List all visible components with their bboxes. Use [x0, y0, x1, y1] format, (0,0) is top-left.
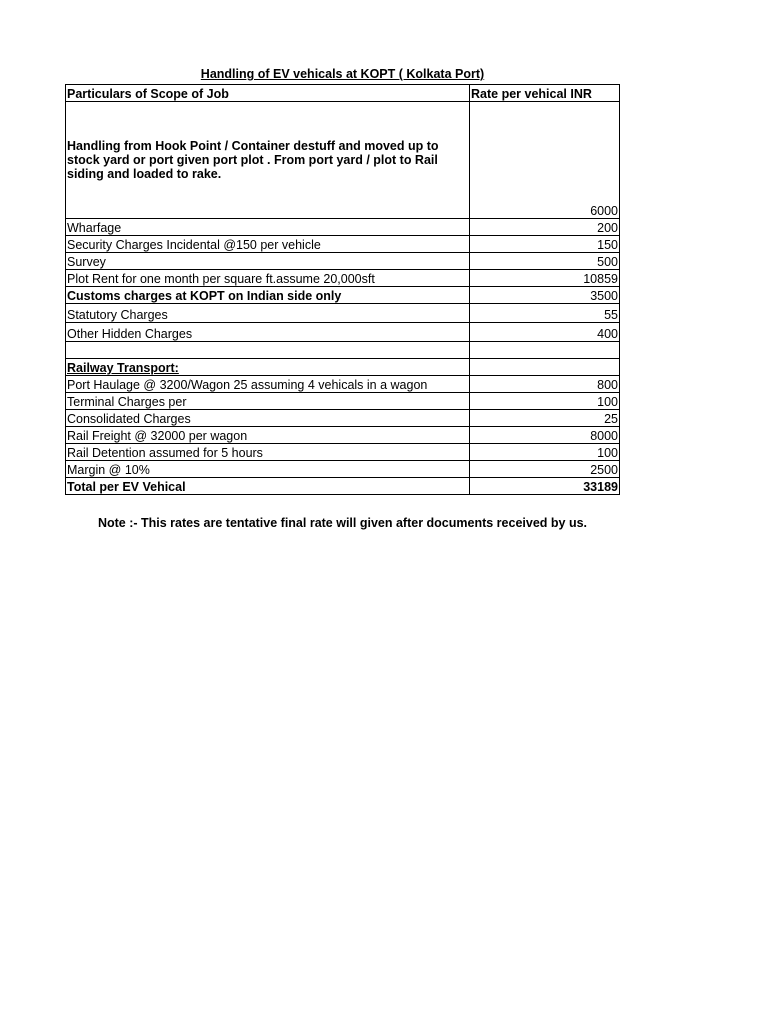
row-label[interactable]: Terminal Charges per [66, 393, 470, 410]
row-value[interactable] [470, 342, 620, 359]
table-row [66, 376, 620, 393]
row-label[interactable]: Consolidated Charges [66, 410, 470, 427]
row-label[interactable]: Handling from Hook Point / Container destuff and moved up to stock yard or port given port plot . From port yard / plot to Rail siding and loaded to rake. [66, 102, 470, 219]
sheet-title: Handling of EV vehicals at KOPT ( Kolkata Port) [200, 67, 485, 81]
table-row [66, 304, 620, 323]
row-value[interactable]: 400 [470, 323, 620, 342]
total-label[interactable]: Total per EV Vehical [66, 478, 470, 495]
row-label[interactable]: Security Charges Incidental @150 per vehicle [66, 236, 470, 253]
header-rate[interactable]: Rate per vehical INR [470, 85, 620, 102]
row-value[interactable]: 100 [470, 393, 620, 410]
row-label[interactable]: Statutory Charges [66, 304, 470, 323]
row-value[interactable]: 10859 [470, 270, 620, 287]
row-value[interactable]: 55 [470, 304, 620, 323]
row-label[interactable]: Other Hidden Charges [66, 323, 470, 342]
table-row [66, 219, 620, 236]
row-label[interactable]: Margin @ 10% [66, 461, 470, 478]
table-row [66, 444, 620, 461]
row-label[interactable]: Port Haulage @ 3200/Wagon 25 assuming 4 vehicals in a wagon [66, 376, 470, 393]
header-particulars[interactable]: Particulars of Scope of Job [66, 85, 470, 102]
empty-row [66, 342, 620, 359]
row-value[interactable]: 8000 [470, 427, 620, 444]
rate-table [65, 84, 620, 495]
table-row [66, 236, 620, 253]
section-label[interactable]: Railway Transport: [66, 359, 470, 376]
section-row [66, 359, 620, 376]
row-label[interactable]: Rail Freight @ 32000 per wagon [66, 427, 470, 444]
row-label[interactable] [66, 342, 470, 359]
row-value[interactable]: 100 [470, 444, 620, 461]
table-row [66, 393, 620, 410]
row-label[interactable]: Plot Rent for one month per square ft.assume 20,000sft [66, 270, 470, 287]
table-row [66, 410, 620, 427]
row-value[interactable]: 3500 [470, 287, 620, 304]
table-row [66, 102, 620, 219]
row-value[interactable]: 200 [470, 219, 620, 236]
header-row [66, 85, 620, 102]
row-value[interactable]: 150 [470, 236, 620, 253]
table-row [66, 323, 620, 342]
row-label[interactable]: Rail Detention assumed for 5 hours [66, 444, 470, 461]
total-row [66, 478, 620, 495]
table-row [66, 270, 620, 287]
row-value[interactable]: 800 [470, 376, 620, 393]
row-label[interactable]: Customs charges at KOPT on Indian side only [66, 287, 470, 304]
total-value[interactable]: 33189 [470, 478, 620, 495]
row-value[interactable] [470, 359, 620, 376]
row-value[interactable]: 2500 [470, 461, 620, 478]
row-value[interactable]: 6000 [470, 102, 620, 219]
table-row [66, 427, 620, 444]
table-row [66, 253, 620, 270]
row-label[interactable]: Wharfage [66, 219, 470, 236]
row-label[interactable]: Survey [66, 253, 470, 270]
footnote: Note :- This rates are tentative final rate will given after documents received by us. [97, 516, 588, 530]
table-row [66, 287, 620, 304]
row-value[interactable]: 25 [470, 410, 620, 427]
table-row [66, 461, 620, 478]
row-value[interactable]: 500 [470, 253, 620, 270]
